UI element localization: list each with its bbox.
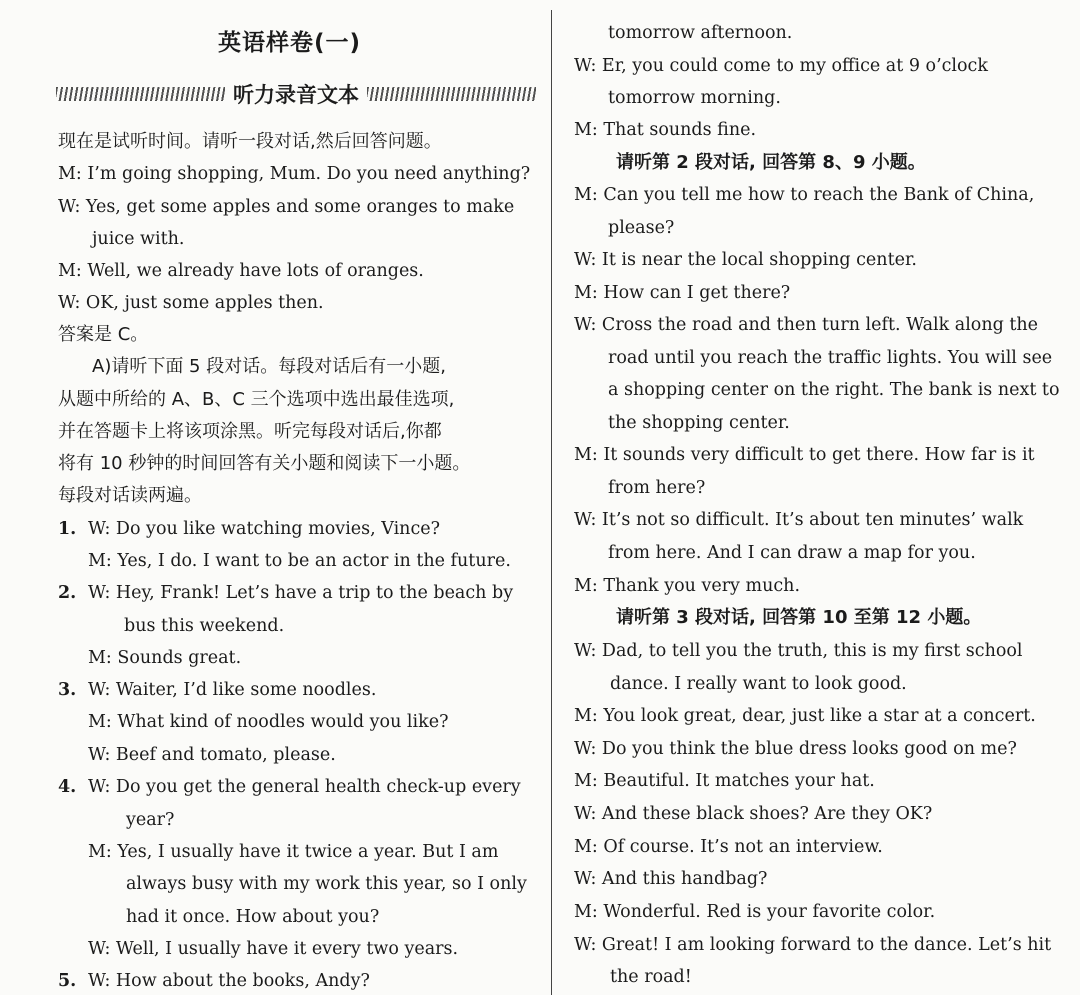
dialogue-line: W: Dad, to tell you the truth, this is my first school: [574, 641, 1023, 661]
dialogue-line: W: Do you get the general health check-up every: [88, 777, 521, 797]
dialogue-line: M: It sounds very difficult to get there. How far is it: [574, 445, 1035, 465]
dialogue-line: W: Well, I usually have it every two years.: [88, 939, 459, 959]
dialogue-line: W: How about the books, Andy?: [88, 971, 370, 991]
dialogue-line: W: Beef and tomato, please.: [88, 745, 336, 765]
dialogue-line: W: Waiter, I’d like some noodles.: [88, 680, 377, 700]
dialogue-line: W: OK, just some apples then.: [58, 293, 324, 313]
intro-line: 现在是试听时间。请听一段对话,然后回答问题。: [58, 131, 442, 152]
question-number: 2.: [58, 583, 77, 603]
dialogue-line: a shopping center on the right. The bank is next to: [608, 380, 1060, 400]
section-heading: 请听第 3 段对话, 回答第 10 至第 12 小题。: [616, 607, 982, 628]
dialogue-line: M: Sounds great.: [88, 648, 242, 668]
dialogue-line: W: It’s not so difficult. It’s about ten minutes’ walk: [574, 510, 1024, 530]
dialogue-line: the road!: [610, 967, 692, 987]
dialogue-line: tomorrow afternoon.: [608, 23, 793, 43]
dialogue-line: year?: [126, 810, 175, 830]
dialogue-line: W: Hey, Frank! Let’s have a trip to the beach by: [88, 583, 514, 603]
banner-ornament-right: [367, 87, 536, 101]
dialogue-line: W: Cross the road and then turn left. Walk along the: [574, 315, 1039, 335]
dialogue-line: M: Well, we already have lots of oranges.: [58, 261, 424, 281]
banner-ornament-left: [56, 87, 225, 101]
dialogue-line: W: Great! I am looking forward to the dance. Let’s hit: [574, 935, 1052, 955]
dialogue-line: tomorrow morning.: [608, 88, 781, 108]
dialogue-line: W: Er, you could come to my office at 9 o’clock: [574, 56, 988, 76]
question-number: 4.: [58, 777, 77, 797]
dialogue-line: M: Wonderful. Red is your favorite color.: [574, 902, 936, 922]
dialogue-line: M: How can I get there?: [574, 283, 791, 303]
dialogue-line: M: I’m going shopping, Mum. Do you need anything?: [58, 164, 531, 184]
dialogue-line: M: That sounds fine.: [574, 120, 757, 140]
dialogue-line: M: You look great, dear, just like a star at a concert.: [574, 706, 1036, 726]
dialogue-line: the shopping center.: [608, 413, 790, 433]
dialogue-line: M: Can you tell me how to reach the Bank of China,: [574, 185, 1035, 205]
instruction-line: 将有 10 秒钟的时间回答有关小题和阅读下一小题。: [58, 453, 471, 474]
dialogue-line: please?: [608, 218, 675, 238]
instruction-line: 每段对话读两遍。: [58, 485, 202, 506]
question-number: 1.: [58, 519, 77, 539]
dialogue-line: M: Yes, I do. I want to be an actor in the future.: [88, 551, 511, 571]
dialogue-line: had it once. How about you?: [126, 907, 380, 927]
answer-line: 答案是 C。: [58, 324, 149, 345]
section-banner: [56, 80, 536, 108]
dialogue-line: M: Of course. It’s not an interview.: [574, 837, 883, 857]
dialogue-line: bus this weekend.: [124, 616, 285, 636]
dialogue-line: M: Yes, I usually have it twice a year. But I am: [88, 842, 499, 862]
instruction-line: A)请听下面 5 段对话。每段对话后有一小题,: [92, 356, 446, 377]
dialogue-line: W: Do you think the blue dress looks good on me?: [574, 739, 1017, 759]
dialogue-line: M: Thank you very much.: [574, 576, 801, 596]
dialogue-line: W: Yes, get some apples and some oranges to make: [58, 197, 515, 217]
question-number: 3.: [58, 680, 77, 700]
dialogue-line: M: Beautiful. It matches your hat.: [574, 771, 875, 791]
dialogue-line: M: What kind of noodles would you like?: [88, 712, 449, 732]
dialogue-line: from here. And I can draw a map for you.: [608, 543, 976, 563]
instruction-line: 从题中所给的 A、B、C 三个选项中选出最佳选项,: [58, 389, 455, 410]
column-divider: [551, 10, 552, 995]
dialogue-line: always busy with my work this year, so I only: [126, 874, 527, 894]
dialogue-line: W: It is near the local shopping center.: [574, 250, 917, 270]
section-heading: 请听第 2 段对话, 回答第 8、9 小题。: [616, 152, 926, 173]
dialogue-line: road until you reach the traffic lights. You will see: [608, 348, 1053, 368]
page-title: 英语样卷(一): [218, 30, 362, 56]
section-title: 听力录音文本: [233, 83, 359, 107]
dialogue-line: W: And this handbag?: [574, 869, 768, 889]
question-number: 5.: [58, 971, 77, 991]
dialogue-line: juice with.: [92, 229, 185, 249]
dialogue-line: W: And these black shoes? Are they OK?: [574, 804, 933, 824]
dialogue-line: from here?: [608, 478, 706, 498]
dialogue-line: W: Do you like watching movies, Vince?: [88, 519, 440, 539]
dialogue-line: dance. I really want to look good.: [610, 674, 907, 694]
instruction-line: 并在答题卡上将该项涂黑。听完每段对话后,你都: [58, 421, 442, 442]
